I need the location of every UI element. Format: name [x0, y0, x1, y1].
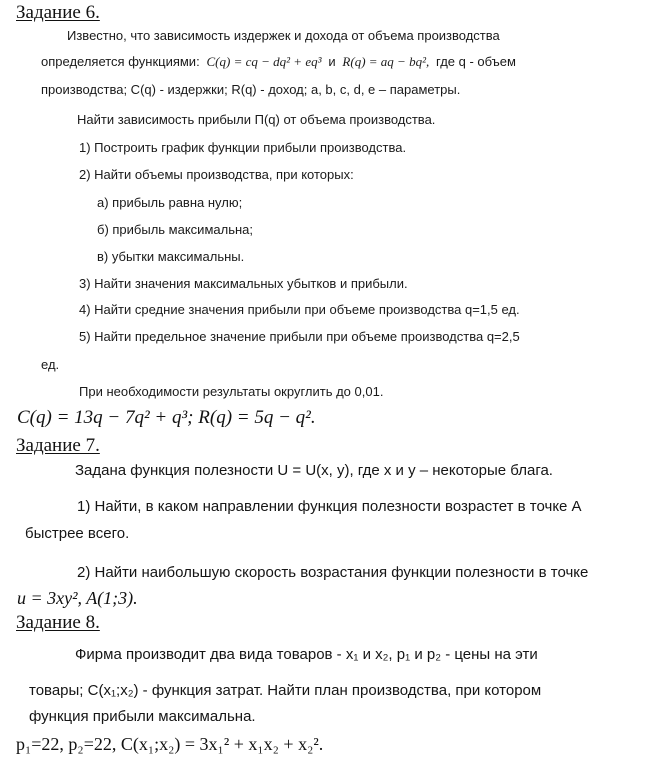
task6-item-3: 3) Найти значения максимальных убытков и прибыли.	[79, 276, 408, 291]
task6-cost-function: C(q) = cq − dq² + eq³	[206, 54, 322, 69]
task7-formula: u = 3xy², A(1;3).	[17, 588, 138, 608]
task6-paragraph-line3: производства; C(q) - издержки; R(q) - доход; a, b, c, d, e – параметры.	[41, 82, 461, 97]
task6-item-4: 4) Найти средние значения прибыли при объеме производства q=1,5 ед.	[79, 302, 520, 317]
task6-revenue-function: R(q) = aq − bq²,	[342, 54, 430, 69]
task6-paragraph-line2	[41, 55, 516, 68]
task6-item-5-cont: ед.	[41, 357, 60, 372]
task7-item-1-line2: быстрее всего.	[25, 525, 130, 542]
task6-item-1: 1) Построить график функции прибыли производства.	[79, 140, 407, 155]
task6-item-2b: б) прибыль максимальна;	[97, 222, 253, 237]
task6-and: и	[328, 54, 336, 69]
task6-item-2: 2) Найти объемы производства, при которых:	[79, 167, 354, 182]
task6-item-5: 5) Найти предельное значение прибыли при объеме производства q=2,5	[79, 329, 520, 344]
task8-line1: Фирма производит два вида товаров - x₁ и x₂, p₁ и p₂ - цены на эти	[75, 646, 538, 663]
task6-find-profit: Найти зависимость прибыли П(q) от объема производства.	[77, 112, 436, 127]
task6-defined-by: определяется функциями:	[41, 54, 200, 69]
task6-paragraph-line1: Известно, что зависимость издержек и дохода от объема производства	[67, 28, 500, 43]
task8-line3: функция прибыли максимальна.	[29, 708, 256, 725]
task7-heading: Задание 7.	[16, 435, 100, 456]
task6-item-2a: а) прибыль равна нулю;	[97, 195, 243, 210]
task8-formula: p₁=22, p₂=22, C(x₁;x₂) = 3x₁² + x₁x₂ + x₂².	[16, 734, 324, 754]
task6-item-2c: в) убытки максимальны.	[97, 249, 245, 264]
task6-formula: C(q) = 13q − 7q² + q³; R(q) = 5q − q².	[17, 407, 316, 428]
task8-line2: товары; C(x₁;x₂) - функция затрат. Найти план производства, при котором	[29, 682, 542, 699]
task6-heading: Задание 6.	[16, 2, 100, 23]
task7-item-1-line1: 1) Найти, в каком направлении функция полезности возрастет в точке А	[77, 498, 582, 515]
task7-intro: Задана функция полезности U = U(x, y), где x и y – некоторые блага.	[75, 462, 553, 479]
task8-heading: Задание 8.	[16, 612, 100, 633]
task7-item-2: 2) Найти наибольшую скорость возрастания функции полезности в точке	[77, 564, 589, 581]
task6-rounding-note: При необходимости результаты округлить до 0,01.	[79, 384, 384, 399]
task6-where-q: где q - объем	[436, 54, 516, 69]
